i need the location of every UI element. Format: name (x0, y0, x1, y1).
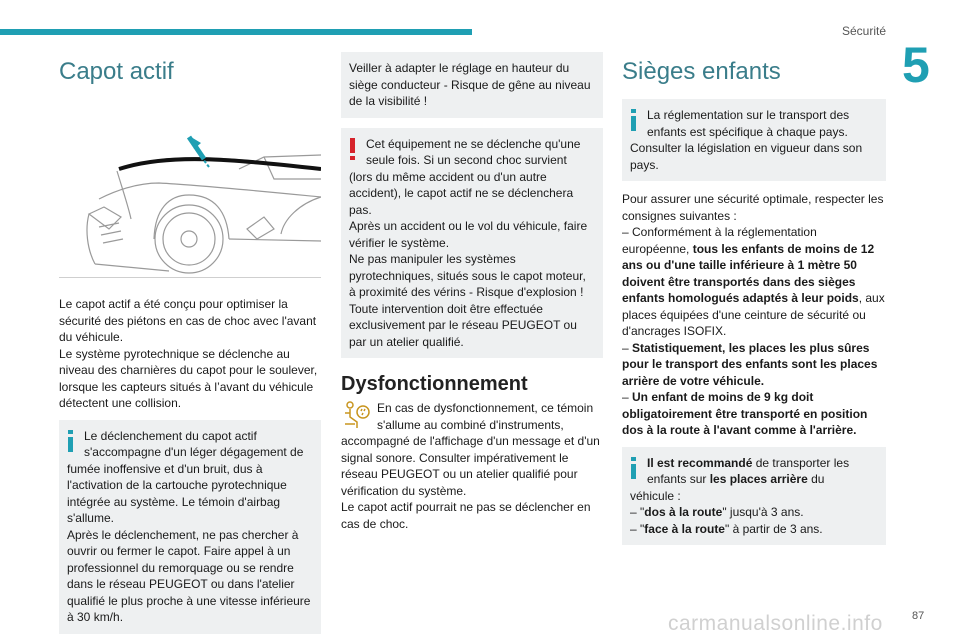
column-capot-actif (59, 52, 321, 634)
rule-2-lead: – (622, 340, 633, 355)
dysfunction-block (341, 400, 603, 532)
item-2-lead: – " (630, 521, 645, 536)
regulation-text-rest: Consulter la législation en vigueur dans son pays. (630, 141, 863, 172)
airbag-warning-light-icon (341, 400, 371, 430)
info-box-recommendation (622, 447, 886, 546)
dysfunction-text-first: En cas de dysfonctionnement, ce témoin s'allume au combiné d'instruments, (377, 401, 594, 432)
recommendation-mid-3: du (807, 472, 825, 486)
rule-2-bold: Statistiquement, les places les plus sûres pour le transport des enfants sont les places arrière de votre véhicule. (622, 340, 878, 388)
info-icon (630, 109, 638, 131)
note-box-seat (341, 52, 603, 118)
warning-text-service: Toute intervention doit être effectuée exclusivement par le réseau PEUGEOT ou par un atelier qualifié. (349, 301, 577, 349)
section-title-sieges-enfants: Sièges enfants (622, 58, 781, 85)
recommendation-mid-2: enfants sur (647, 472, 710, 486)
rule-3 (622, 389, 886, 439)
warning-text-pyro: Ne pas manipuler les systèmes pyrotechniques, situés sous le capot moteur, à proximité des vérins - Risque d'explosion ! (349, 252, 586, 299)
info-text-after: Après le déclenchement, ne pas chercher à ouvrir ou fermer le capot. Faire appel à un professionnel du remorquage ou se rendre dans le réseau PEUGEOT ou dans l'atelier qualifié le plus proche à une vitesse inférieure à 30 km/h. (67, 527, 311, 624)
recommendation-line-2 (630, 471, 878, 488)
section-title-capot-actif: Capot actif (59, 58, 174, 85)
dysfunction-text-rest: accompagné de l'affichage d'un message et d'un signal sonore. Consulter impérativement le réseau PEUGEOT ou un atelier qualifié pour vérification du système. (341, 434, 600, 498)
header-accent-bar (0, 29, 472, 35)
recommendation-bold-2: les places arrière (709, 472, 808, 486)
note-seat-text: Veiller à adapter le réglage en hauteur du siège conducteur - Risque de gêne au niveau de la visibilité ! (349, 61, 591, 108)
rule-3-lead: – (622, 390, 633, 404)
rule-1-tail: , aux places équipées d'une ceinture de sécurité ou d'ancrages ISOFIX. (622, 291, 885, 338)
paragraph-intro: Le capot actif a été conçu pour optimiser la sécurité des piétons en cas de choc avec l'avant du véhicule. (59, 297, 317, 344)
column-warnings (341, 52, 603, 532)
recommendation-item-1 (630, 504, 878, 521)
rule-1-lead: – Conformément à la réglementation européenne, (622, 225, 817, 256)
watermark: carmanualsonline.info (668, 612, 883, 635)
regulation-text-first: La réglementation sur le transport des enfants est spécifique à chaque pays. (647, 108, 850, 139)
car-hood-illustration (59, 99, 321, 278)
info-text-rest: fumée inoffensive et d'un bruit, dus à l'activation de la cartouche pyrotechnique intégrée au système. Le témoin d'airbag s'allume. (67, 461, 287, 525)
item-2-tail: " à partir de 3 ans. (724, 521, 823, 536)
info-box-regulation (622, 99, 886, 181)
item-1-bold: dos à la route (644, 505, 723, 519)
dysfunction-text-after: Le capot actif pourrait ne pas se déclencher en cas de choc. (341, 500, 591, 531)
warning-text-check: Après un accident ou le vol du véhicule, faire vérifier le système. (349, 219, 588, 250)
info-icon (67, 430, 75, 452)
column-sieges-enfants (622, 52, 886, 545)
warning-text-first: Cet équipement ne se déclenche qu'une seule fois. Si un second choc survient (366, 136, 581, 167)
section-label: Sécurité (841, 24, 886, 38)
info-text-first: Le déclenchement du capot actif s'accompagne d'un léger dégagement de (84, 428, 304, 459)
rule-1-bold: tous les enfants de moins de 12 ans ou d'une taille inférieure à 1 mètre 50 doivent être transportés dans des sièges enfants homologués adaptés à leur poids (622, 241, 875, 305)
item-1-lead: – " (630, 505, 645, 519)
info-box-deployment (59, 420, 321, 634)
warning-box (341, 128, 603, 359)
item-2-bold: face à la route (644, 521, 725, 536)
rule-2 (622, 340, 886, 390)
child-seat-intro: Pour assurer une sécurité optimale, respecter les consignes suivantes : (622, 192, 884, 223)
rule-3-bold: Un enfant de moins de 9 kg doit obligatoirement être transporté en position dos à la route à l'avant comme à l'arrière. (622, 390, 868, 437)
recommendation-item-2 (630, 521, 878, 538)
page-number: 87 (912, 610, 925, 622)
item-1-tail: " jusqu'à 3 ans. (722, 505, 804, 519)
chapter-number: 5 (902, 37, 930, 93)
recommendation-bold-1: Il est recommandé (647, 455, 753, 470)
warning-icon (349, 138, 357, 160)
recommendation-line-3: véhicule : (630, 488, 681, 503)
info-icon (630, 457, 638, 479)
warning-text-rest: (lors du même accident ou d'un autre accident), le capot actif ne se déclenchera pas. (349, 169, 574, 217)
section-title-dysfonctionnement: Dysfonctionnement (341, 373, 528, 395)
recommendation-line-1 (630, 455, 878, 472)
rule-1 (622, 224, 886, 340)
recommendation-mid-1: de transporter les (752, 455, 850, 470)
paragraph-system: Le système pyrotechnique se déclenche au niveau des charnières du capot pour le soulever, lorsque les capteurs situés à l’avant du véhicule détectent une collision. (59, 346, 318, 410)
